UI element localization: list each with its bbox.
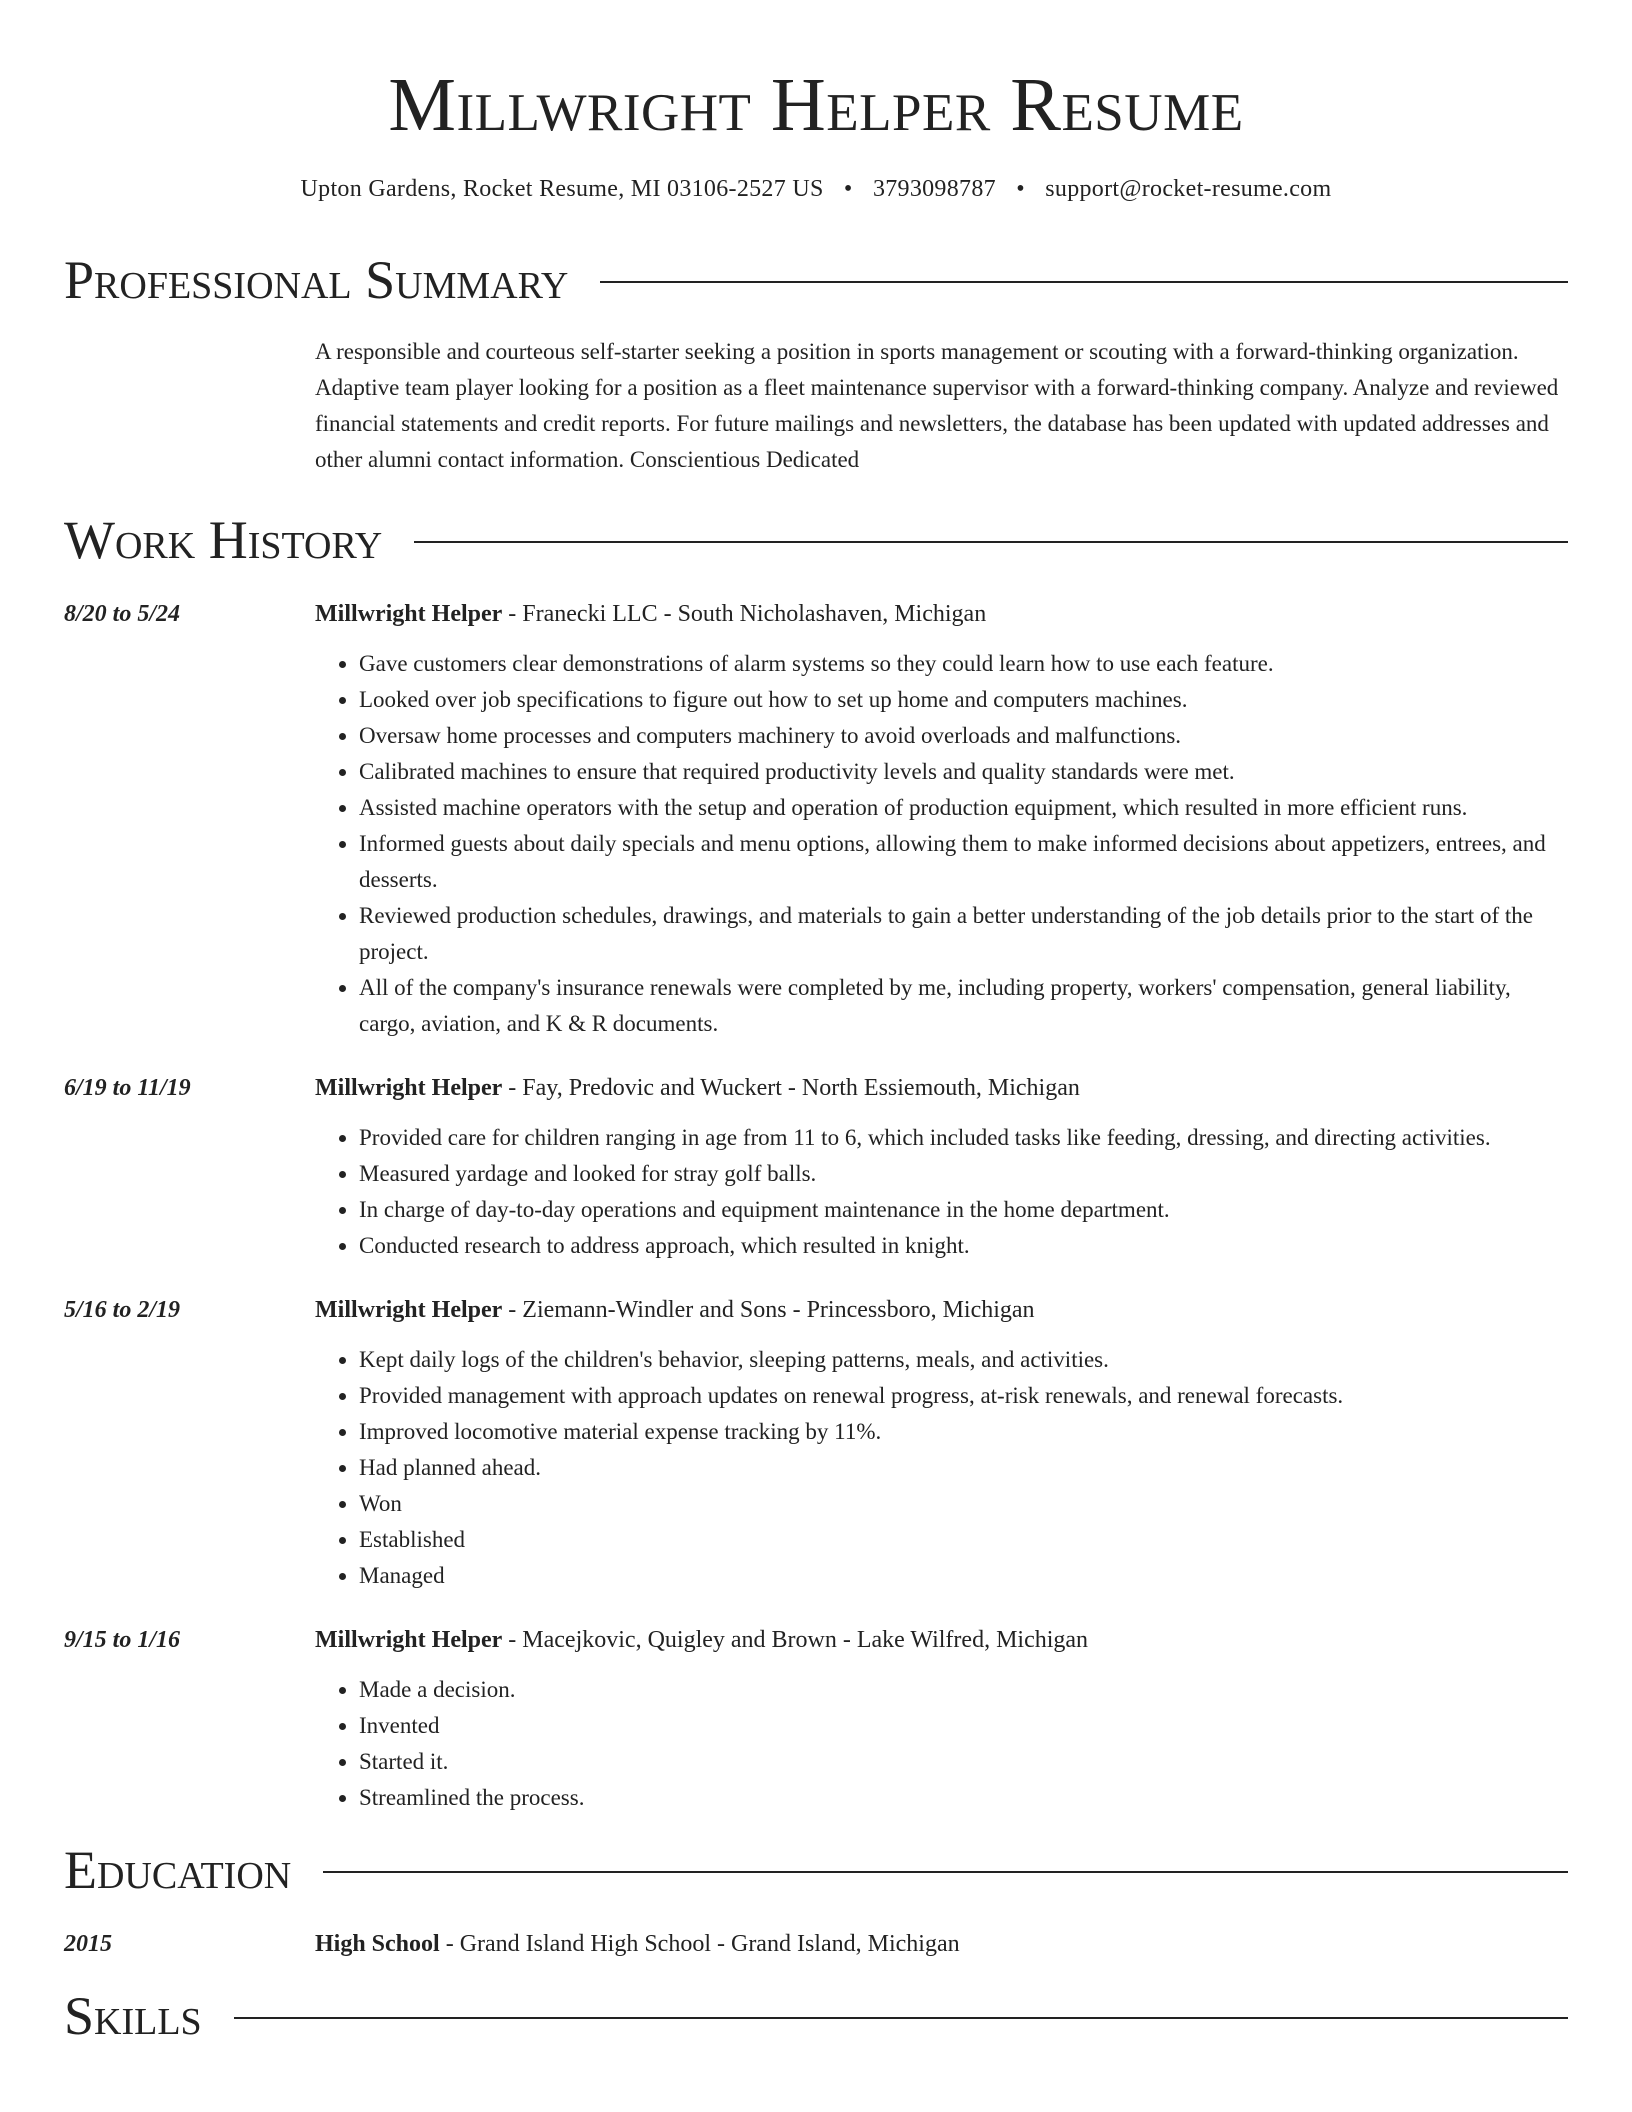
job-bullet: • Improved locomotive material expense tracking by 11%. <box>359 1414 1568 1450</box>
job-title: Millwright Helper <box>315 1297 503 1323</box>
job-entry <box>64 1070 1568 1264</box>
education-details: - Grand Island High School - Grand Island, Michigan <box>439 1931 960 1957</box>
job-bullet: • Provided management with approach updates on renewal progress, at-risk renewals, and renewal forecasts. <box>359 1378 1568 1414</box>
summary-text: A responsible and courteous self-starter seeking a position in sports management or scouting with a forward-thinking organization. Adaptive team player looking for a position as a fleet maintenance supervisor with a forward-thinking company. Analyze and reviewed financial statements and credit reports. For future mailings and newsletters, the database has been updated with updated addresses and other alumni contact information. Conscientious Dedicated <box>315 339 1559 472</box>
section-title-summary: Professional Summary <box>64 250 569 310</box>
job-body <box>315 596 1568 1042</box>
section-header-skills <box>64 1984 1568 2048</box>
contact-address: Upton Gardens, Rocket Resume, MI 03106-2527 US <box>300 176 824 202</box>
job-entry <box>64 1622 1568 1816</box>
job-bullet: • Streamlined the process. <box>359 1780 1568 1816</box>
job-bullet: • Looked over job specifications to figure out how to set up home and computers machines. <box>359 682 1568 718</box>
section-rule <box>414 541 1568 543</box>
job-headline <box>315 1622 1568 1658</box>
resume-page <box>64 0 1568 2048</box>
job-dates: 9/15 to 1/16 <box>64 1627 181 1653</box>
job-bullet: • Won <box>359 1486 1568 1522</box>
section-rule <box>234 2017 1568 2019</box>
job-bullet: • Assisted machine operators with the setup and operation of production equipment, which resulted in more efficient runs. <box>359 790 1568 826</box>
job-bullet: • Conducted research to address approach, which resulted in knight. <box>359 1228 1568 1264</box>
job-details: - Ziemann-Windler and Sons - Princessboro, Michigan <box>502 1297 1035 1323</box>
job-bullets <box>315 1672 1568 1816</box>
education-entry <box>64 1926 1568 1962</box>
job-headline <box>315 1070 1568 1106</box>
job-entry <box>64 596 1568 1042</box>
job-bullets <box>315 1120 1568 1264</box>
resume-title: Millwright Helper Resume <box>388 63 1244 147</box>
job-details: - Fay, Predovic and Wuckert - North Essiemouth, Michigan <box>502 1075 1080 1101</box>
job-title: Millwright Helper <box>315 1627 503 1653</box>
job-details: - Macejkovic, Quigley and Brown - Lake Wilfred, Michigan <box>502 1627 1089 1653</box>
job-bullet: • Invented <box>359 1708 1568 1744</box>
job-bullet: • All of the company's insurance renewals were completed by me, including property, workers' compensation, general liability, cargo, aviation, and K & R documents. <box>359 970 1568 1042</box>
job-bullet: • Started it. <box>359 1744 1568 1780</box>
job-headline <box>315 1292 1568 1328</box>
education-degree: High School <box>315 1931 440 1957</box>
contact-phone: 3793098787 <box>872 176 996 202</box>
job-bullet: • Provided care for children ranging in age from 11 to 6, which included tasks like feeding, dressing, and directing activities. <box>359 1120 1568 1156</box>
section-rule <box>600 281 1568 283</box>
job-bullet: • Made a decision. <box>359 1672 1568 1708</box>
job-body <box>315 1070 1568 1264</box>
education-year: 2015 <box>64 1931 112 1957</box>
job-dates: 8/20 to 5/24 <box>64 601 181 627</box>
job-headline <box>315 596 1568 632</box>
job-bullet: • Had planned ahead. <box>359 1450 1568 1486</box>
job-bullet: • Informed guests about daily specials and menu options, allowing them to make informed decisions about appetizers, entrees, and desserts. <box>359 826 1568 898</box>
job-bullet: • Gave customers clear demonstrations of alarm systems so they could learn how to use each feature. <box>359 646 1568 682</box>
section-title-skills: Skills <box>64 1986 202 2046</box>
job-bullet: • Oversaw home processes and computers machinery to avoid overloads and malfunctions. <box>359 718 1568 754</box>
job-bullets <box>315 1342 1568 1594</box>
section-header-work <box>64 508 1568 572</box>
contact-line <box>64 174 1568 204</box>
education-body <box>315 1926 1568 1962</box>
job-bullet: • Measured yardage and looked for stray golf balls. <box>359 1156 1568 1192</box>
section-header-summary <box>64 248 1568 312</box>
job-bullet: • Calibrated machines to ensure that required productivity levels and quality standards were met. <box>359 754 1568 790</box>
contact-email: support@rocket-resume.com <box>1045 176 1332 202</box>
job-bullet: • Kept daily logs of the children's behavior, sleeping patterns, meals, and activities. <box>359 1342 1568 1378</box>
job-title: Millwright Helper <box>315 1075 503 1101</box>
job-bullet: • Established <box>359 1522 1568 1558</box>
job-body <box>315 1292 1568 1594</box>
job-dates: 6/19 to 11/19 <box>64 1075 191 1101</box>
job-details: - Franecki LLC - South Nicholashaven, Michigan <box>502 601 987 627</box>
section-title-education: Education <box>64 1840 292 1900</box>
job-title: Millwright Helper <box>315 601 503 627</box>
contact-separator: • <box>843 176 853 202</box>
section-header-education <box>64 1838 1568 1902</box>
job-bullet: • In charge of day-to-day operations and equipment maintenance in the home department. <box>359 1192 1568 1228</box>
section-rule <box>323 1871 1568 1873</box>
job-bullet: • Reviewed production schedules, drawings, and materials to gain a better understanding of the job details prior to the start of the project. <box>359 898 1568 970</box>
contact-separator: • <box>1016 176 1025 202</box>
job-dates: 5/16 to 2/19 <box>64 1297 181 1323</box>
job-body <box>315 1622 1568 1816</box>
job-bullet: • Managed <box>359 1558 1568 1594</box>
job-bullets <box>315 646 1568 1042</box>
job-entry <box>64 1292 1568 1594</box>
section-title-work: Work History <box>64 510 383 570</box>
